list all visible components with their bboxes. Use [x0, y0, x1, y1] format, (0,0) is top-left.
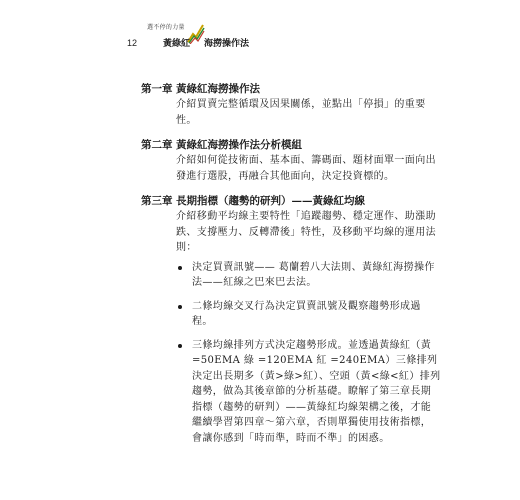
logo-left-text: 黃綠紅 [163, 39, 191, 49]
book-logo [147, 22, 257, 52]
chapter-description: 介紹如何從技術面、基本面、籌碼面、題材面單一面向出發進行選股，再融合其他面向，決定投資標的。 [176, 155, 436, 182]
logo-tagline: 選不停的力量 [147, 25, 185, 31]
chapter-number: 第三章 [141, 195, 173, 207]
chapter-title: 長期指標（趨勢的研判）——黃綠紅均線 [176, 195, 365, 207]
bullet-text: 決定買賣訊號—— 葛蘭碧八大法則、黃綠紅海撈操作法——紅線之巴來巴去法。 [192, 261, 435, 288]
bullet-icon [178, 305, 182, 309]
chapter-title: 黃綠紅海撈操作法 [176, 83, 260, 95]
bullet-text: 三條均線排列方式決定趨勢形成。並透過黃綠紅（黃 =50EMA 綠 =120EMA 紅 =240EMA）三條排列決定出長期多（黃>綠>紅）、空頭（黃<綠<紅）排列趨勢，做為其後章節的分析基礎。瞭解了第三章長期指標（趨勢的研判）——黃綠紅均線架構之後，才能繼續學習第四章～第六章，否則單獨使用技術指標，會讓你感到「時而準，時而不準」的困惑。 [192, 339, 441, 444]
chapter-number: 第一章 [141, 83, 173, 95]
chapter-number: 第二章 [141, 139, 173, 151]
chapter-description: 介紹移動平均線主要特性「追蹤趨勢、穩定運作、助漲助跌、支撐壓力、反轉滯後」特性，及移動平均線的運用法則： [176, 211, 436, 253]
logo-right-text: 海撈操作法 [204, 39, 250, 49]
bullet-list [176, 260, 441, 447]
bullet-icon [178, 344, 182, 348]
chapter-title: 黃綠紅海撈操作法分析模組 [176, 139, 302, 151]
bullet-text: 二條均線交叉行為決定買賣訊號及觀察趨勢形成過程。 [192, 300, 421, 327]
bullet-icon [178, 266, 182, 270]
chapter-description: 介紹買賣完整循環及因果關係，並點出「停損」的重要性。 [176, 99, 426, 126]
chapter-2 [141, 138, 441, 184]
chapter-list [141, 82, 441, 456]
list-item [176, 338, 441, 447]
chapter-3 [141, 194, 441, 446]
page-number: 12 [127, 38, 138, 48]
list-item [176, 299, 441, 330]
chapter-1 [141, 82, 441, 128]
list-item [176, 260, 441, 291]
